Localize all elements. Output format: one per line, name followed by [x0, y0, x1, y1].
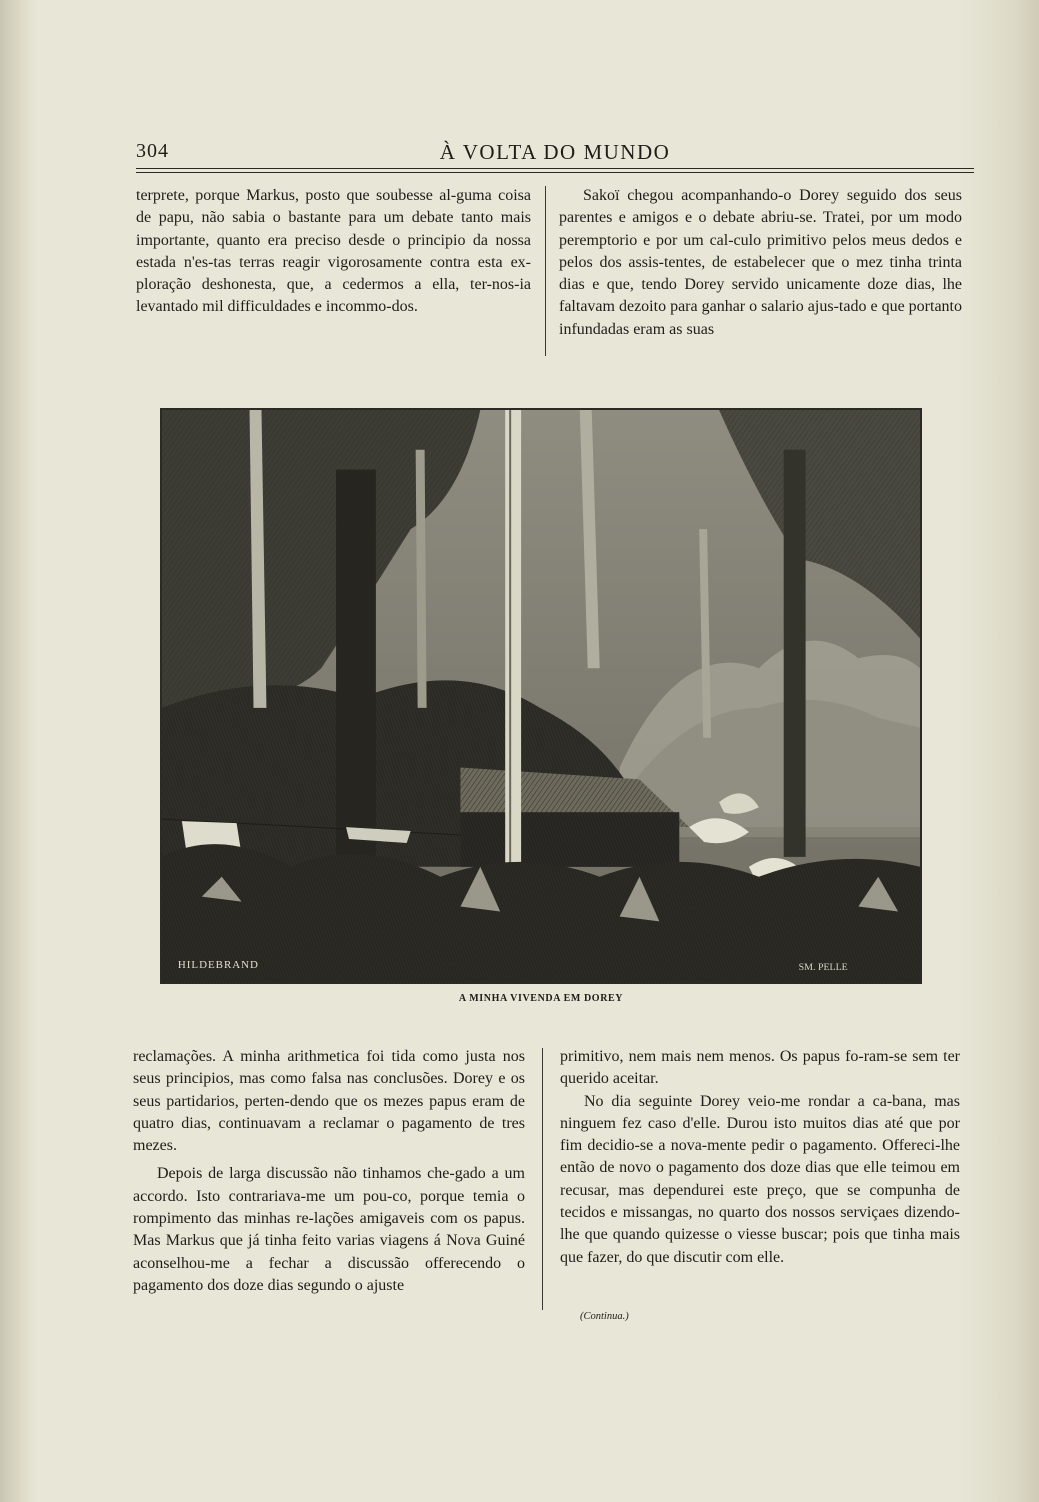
engraving-illustration: [160, 408, 922, 984]
running-title: À VOLTA DO MUNDO: [439, 140, 671, 164]
continua-note: (Continua.): [580, 1311, 629, 1322]
paragraph: terprete, porque Markus, posto que soubesse al-guma coisa de papu, não sabia o bastante para um debate tanto mais importante, quanto era preciso desde o principio da nossa estada n'es-tas terras reagir vigorosamente contra esta ex-ploração deshonesta, que, a cedermos a ella, ter-nos-ia levantado mil difficuldades e incommo-dos.: [136, 187, 531, 316]
header-rule: [136, 168, 974, 169]
top-left-column: [136, 185, 531, 319]
engraver-signature-left: HILDEBRAND: [177, 959, 259, 972]
paragraph: Depois de larga discussão não tinhamos che-gado a um accordo. Isto contrariava-me um pou-co, porque temia o rompimento das minhas re-lações amigaveis com os papus. Mas Markus que já tinha feito varias viagens á Nova Guiné aconselhou-me a fechar a discussão offerecendo o pagamento dos doze dias segundo o ajuste: [133, 1165, 525, 1294]
bottom-left-column: [133, 1046, 525, 1297]
page-number: 304: [136, 140, 169, 162]
paragraph: No dia seguinte Dorey veio-me rondar a ca-bana, mas ninguem fez caso d'elle. Durou isto muitos dias até que por fim decidio-se a nova-mente pedir o pagamento. Offereci-lhe então de novo o pagamento dos doze dias que elle teimou em recusar, mas dependurei este preço, que se compunha de tecidos e missangas, no quarto dos nossos serviçaes dizendo-lhe que quando quizesse o viesse buscar; pois que tinha mais que fazer, do que discutir com elle.: [560, 1092, 960, 1266]
page-edge-right: [959, 0, 1039, 1502]
engraver-signature-right: SM. PELLE: [798, 962, 848, 974]
column-divider: [545, 186, 546, 356]
paragraph: Sakoï chegou acompanhando-o Dorey seguido dos seus parentes e amigos e o debate abriu-se. Tratei, por um modo peremptorio e por um cal-culo primitivo pelos meus dedos e pelos dos assis-tentes, de estabelecer que o mez tinha trinta dias e que, tendo Dorey servido unicamente doze dias, lhe faltavam dezoito para ganhar o salario ajus-tado e que portanto infundadas eram as suas: [559, 187, 962, 338]
paragraph: primitivo, nem mais nem menos. Os papus fo-ram-se sem ter querido aceitar.: [560, 1048, 960, 1088]
paragraph: reclamações. A minha arithmetica foi tida como justa nos seus principios, mas como falsa nas conclusões. Dorey e os seus partidarios, perten-dendo que os mezes papus eram de quatro dias, continuavam a reclamar o pagamento de tres mezes.: [133, 1048, 525, 1155]
header-rule-thin: [136, 172, 974, 173]
page-edge-left: [0, 0, 38, 1502]
column-divider: [542, 1048, 543, 1310]
bottom-right-column: [560, 1046, 960, 1269]
forest-hut-engraving: [162, 410, 920, 982]
top-right-column: [559, 185, 962, 341]
figure-caption: A MINHA VIVENDA EM DOREY: [458, 993, 624, 1004]
page-header: [136, 138, 974, 172]
